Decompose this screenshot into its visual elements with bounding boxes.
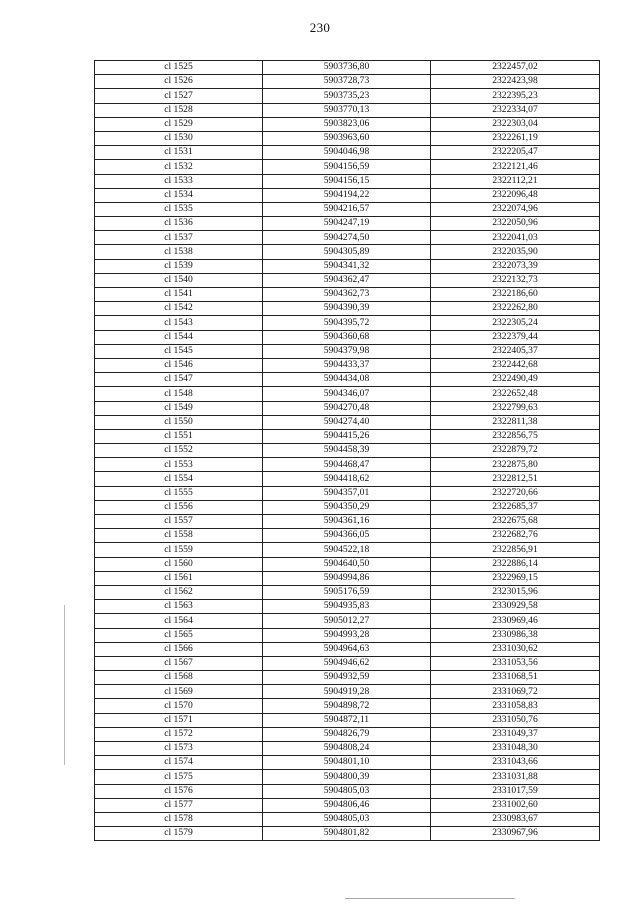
- point-id-cell: сl 1526: [95, 75, 263, 89]
- point-id-cell: сl 1564: [95, 614, 263, 628]
- page-number: 230: [309, 20, 331, 35]
- point-id-cell: сl 1554: [95, 472, 263, 486]
- x-coordinate-cell: 5904362,73: [263, 288, 431, 302]
- y-coordinate-cell: 2322303,04: [431, 117, 600, 131]
- point-id-cell: сl 1571: [95, 713, 263, 727]
- point-id-cell: сl 1562: [95, 585, 263, 599]
- table-row: [95, 75, 600, 89]
- point-id-cell: сl 1530: [95, 131, 263, 145]
- table-row: [95, 600, 600, 614]
- x-coordinate-cell: 5904360,68: [263, 330, 431, 344]
- y-coordinate-cell: 2331017,59: [431, 784, 600, 798]
- point-id-cell: сl 1537: [95, 231, 263, 245]
- x-coordinate-cell: 5903735,23: [263, 89, 431, 103]
- y-coordinate-cell: 2322490,49: [431, 373, 600, 387]
- y-coordinate-cell: 2322442,68: [431, 358, 600, 372]
- x-coordinate-cell: 5905176,59: [263, 585, 431, 599]
- x-coordinate-cell: 5904247,19: [263, 217, 431, 231]
- table-row: [95, 770, 600, 784]
- point-id-cell: сl 1567: [95, 656, 263, 670]
- y-coordinate-cell: 2331058,83: [431, 699, 600, 713]
- point-id-cell: сl 1551: [95, 429, 263, 443]
- y-coordinate-cell: 2322041,03: [431, 231, 600, 245]
- x-coordinate-cell: 5904919,28: [263, 685, 431, 699]
- point-id-cell: сl 1539: [95, 259, 263, 273]
- table-row: [95, 415, 600, 429]
- table-row: [95, 231, 600, 245]
- x-coordinate-cell: 5904800,39: [263, 770, 431, 784]
- point-id-cell: сl 1541: [95, 288, 263, 302]
- y-coordinate-cell: 2330967,96: [431, 827, 600, 841]
- point-id-cell: сl 1579: [95, 827, 263, 841]
- point-id-cell: сl 1578: [95, 812, 263, 826]
- y-coordinate-cell: 2322799,63: [431, 401, 600, 415]
- y-coordinate-cell: 2331068,51: [431, 671, 600, 685]
- y-coordinate-cell: 2330986,38: [431, 628, 600, 642]
- point-id-cell: сl 1566: [95, 642, 263, 656]
- y-coordinate-cell: 2322879,72: [431, 444, 600, 458]
- point-id-cell: сl 1544: [95, 330, 263, 344]
- coordinates-table: [94, 60, 600, 841]
- y-coordinate-cell: 2331030,62: [431, 642, 600, 656]
- table-row: [95, 302, 600, 316]
- y-coordinate-cell: 2322405,37: [431, 344, 600, 358]
- y-coordinate-cell: 2322675,68: [431, 515, 600, 529]
- point-id-cell: сl 1575: [95, 770, 263, 784]
- x-coordinate-cell: 5904366,05: [263, 529, 431, 543]
- table-row: [95, 117, 600, 131]
- point-id-cell: сl 1558: [95, 529, 263, 543]
- table-row: [95, 628, 600, 642]
- table-row: [95, 160, 600, 174]
- table-row: [95, 472, 600, 486]
- table-row: [95, 486, 600, 500]
- point-id-cell: сl 1525: [95, 61, 263, 75]
- x-coordinate-cell: 5904946,62: [263, 656, 431, 670]
- table-row: [95, 146, 600, 160]
- scan-bottom-mark: [345, 898, 515, 899]
- y-coordinate-cell: 2322121,46: [431, 160, 600, 174]
- x-coordinate-cell: 5904433,37: [263, 358, 431, 372]
- table-row: [95, 202, 600, 216]
- x-coordinate-cell: 5904046,98: [263, 146, 431, 160]
- point-id-cell: сl 1559: [95, 543, 263, 557]
- table-row: [95, 288, 600, 302]
- point-id-cell: сl 1543: [95, 316, 263, 330]
- table-row: [95, 784, 600, 798]
- y-coordinate-cell: 2331053,56: [431, 656, 600, 670]
- x-coordinate-cell: 5904156,15: [263, 174, 431, 188]
- x-coordinate-cell: 5904808,24: [263, 742, 431, 756]
- table-row: [95, 316, 600, 330]
- y-coordinate-cell: 2322811,38: [431, 415, 600, 429]
- x-coordinate-cell: 5904434,08: [263, 373, 431, 387]
- y-coordinate-cell: 2331043,66: [431, 756, 600, 770]
- point-id-cell: сl 1531: [95, 146, 263, 160]
- point-id-cell: сl 1560: [95, 557, 263, 571]
- x-coordinate-cell: 5903728,73: [263, 75, 431, 89]
- y-coordinate-cell: 2330983,67: [431, 812, 600, 826]
- table-row: [95, 699, 600, 713]
- y-coordinate-cell: 2322875,80: [431, 458, 600, 472]
- point-id-cell: сl 1527: [95, 89, 263, 103]
- y-coordinate-cell: 2322074,96: [431, 202, 600, 216]
- table-row: [95, 259, 600, 273]
- x-coordinate-cell: 5904418,62: [263, 472, 431, 486]
- y-coordinate-cell: 2322812,51: [431, 472, 600, 486]
- table-row: [95, 344, 600, 358]
- y-coordinate-cell: 2322132,73: [431, 273, 600, 287]
- x-coordinate-cell: 5904390,39: [263, 302, 431, 316]
- x-coordinate-cell: 5904458,39: [263, 444, 431, 458]
- point-id-cell: сl 1553: [95, 458, 263, 472]
- table-row: [95, 89, 600, 103]
- table-row: [95, 429, 600, 443]
- x-coordinate-cell: 5904872,11: [263, 713, 431, 727]
- y-coordinate-cell: 2322262,80: [431, 302, 600, 316]
- point-id-cell: сl 1556: [95, 500, 263, 514]
- x-coordinate-cell: 5904801,82: [263, 827, 431, 841]
- table-row: [95, 500, 600, 514]
- x-coordinate-cell: 5904270,48: [263, 401, 431, 415]
- x-coordinate-cell: 5904993,28: [263, 628, 431, 642]
- coordinates-table-body: [95, 61, 600, 841]
- point-id-cell: сl 1576: [95, 784, 263, 798]
- table-row: [95, 458, 600, 472]
- point-id-cell: сl 1577: [95, 798, 263, 812]
- y-coordinate-cell: 2330969,46: [431, 614, 600, 628]
- table-row: [95, 529, 600, 543]
- point-id-cell: сl 1540: [95, 273, 263, 287]
- x-coordinate-cell: 5904216,57: [263, 202, 431, 216]
- table-row: [95, 245, 600, 259]
- table-row: [95, 812, 600, 826]
- y-coordinate-cell: 2322096,48: [431, 188, 600, 202]
- point-id-cell: сl 1545: [95, 344, 263, 358]
- y-coordinate-cell: 2322720,66: [431, 486, 600, 500]
- x-coordinate-cell: 5904274,40: [263, 415, 431, 429]
- table-row: [95, 444, 600, 458]
- x-coordinate-cell: 5904805,03: [263, 812, 431, 826]
- table-row: [95, 671, 600, 685]
- point-id-cell: сl 1550: [95, 415, 263, 429]
- x-coordinate-cell: 5904932,59: [263, 671, 431, 685]
- point-id-cell: сl 1532: [95, 160, 263, 174]
- x-coordinate-cell: 5903823,06: [263, 117, 431, 131]
- y-coordinate-cell: 2331002,60: [431, 798, 600, 812]
- table-row: [95, 217, 600, 231]
- point-id-cell: сl 1563: [95, 600, 263, 614]
- point-id-cell: сl 1561: [95, 571, 263, 585]
- table-row: [95, 401, 600, 415]
- y-coordinate-cell: 2322856,75: [431, 429, 600, 443]
- x-coordinate-cell: 5904341,32: [263, 259, 431, 273]
- x-coordinate-cell: 5904805,03: [263, 784, 431, 798]
- table-row: [95, 515, 600, 529]
- point-id-cell: сl 1574: [95, 756, 263, 770]
- y-coordinate-cell: 2322682,76: [431, 529, 600, 543]
- x-coordinate-cell: 5904468,47: [263, 458, 431, 472]
- point-id-cell: сl 1557: [95, 515, 263, 529]
- y-coordinate-cell: 2322886,14: [431, 557, 600, 571]
- table-row: [95, 373, 600, 387]
- table-row: [95, 656, 600, 670]
- point-id-cell: сl 1542: [95, 302, 263, 316]
- y-coordinate-cell: 2322395,23: [431, 89, 600, 103]
- x-coordinate-cell: 5904346,07: [263, 387, 431, 401]
- point-id-cell: сl 1549: [95, 401, 263, 415]
- x-coordinate-cell: 5904305,89: [263, 245, 431, 259]
- point-id-cell: сl 1547: [95, 373, 263, 387]
- table-row: [95, 330, 600, 344]
- y-coordinate-cell: 2322856,91: [431, 543, 600, 557]
- table-row: [95, 642, 600, 656]
- point-id-cell: сl 1546: [95, 358, 263, 372]
- x-coordinate-cell: 5904994,86: [263, 571, 431, 585]
- y-coordinate-cell: 2322050,96: [431, 217, 600, 231]
- x-coordinate-cell: 5904350,29: [263, 500, 431, 514]
- table-row: [95, 742, 600, 756]
- table-row: [95, 557, 600, 571]
- point-id-cell: сl 1528: [95, 103, 263, 117]
- x-coordinate-cell: 5904964,63: [263, 642, 431, 656]
- x-coordinate-cell: 5904362,47: [263, 273, 431, 287]
- table-row: [95, 131, 600, 145]
- point-id-cell: сl 1568: [95, 671, 263, 685]
- scan-edge-mark: [64, 605, 65, 765]
- table-row: [95, 273, 600, 287]
- table-row: [95, 798, 600, 812]
- x-coordinate-cell: 5905012,27: [263, 614, 431, 628]
- x-coordinate-cell: 5903736,80: [263, 61, 431, 75]
- x-coordinate-cell: 5904640,50: [263, 557, 431, 571]
- point-id-cell: сl 1538: [95, 245, 263, 259]
- y-coordinate-cell: 2322205,47: [431, 146, 600, 160]
- table-row: [95, 571, 600, 585]
- table-row: [95, 543, 600, 557]
- y-coordinate-cell: 2322969,15: [431, 571, 600, 585]
- y-coordinate-cell: 2331048,30: [431, 742, 600, 756]
- y-coordinate-cell: 2322186,60: [431, 288, 600, 302]
- point-id-cell: сl 1573: [95, 742, 263, 756]
- y-coordinate-cell: 2322379,44: [431, 330, 600, 344]
- x-coordinate-cell: 5903963,60: [263, 131, 431, 145]
- point-id-cell: сl 1555: [95, 486, 263, 500]
- y-coordinate-cell: 2322685,37: [431, 500, 600, 514]
- y-coordinate-cell: 2322305,24: [431, 316, 600, 330]
- point-id-cell: сl 1565: [95, 628, 263, 642]
- point-id-cell: сl 1552: [95, 444, 263, 458]
- table-row: [95, 827, 600, 841]
- table-row: [95, 174, 600, 188]
- point-id-cell: сl 1548: [95, 387, 263, 401]
- table-row: [95, 585, 600, 599]
- x-coordinate-cell: 5904826,79: [263, 727, 431, 741]
- point-id-cell: сl 1572: [95, 727, 263, 741]
- point-id-cell: сl 1570: [95, 699, 263, 713]
- x-coordinate-cell: 5904194,22: [263, 188, 431, 202]
- x-coordinate-cell: 5903770,13: [263, 103, 431, 117]
- y-coordinate-cell: 2331069,72: [431, 685, 600, 699]
- y-coordinate-cell: 2322261,19: [431, 131, 600, 145]
- x-coordinate-cell: 5904361,16: [263, 515, 431, 529]
- y-coordinate-cell: 2331031,88: [431, 770, 600, 784]
- x-coordinate-cell: 5904357,01: [263, 486, 431, 500]
- point-id-cell: сl 1536: [95, 217, 263, 231]
- y-coordinate-cell: 2330929,58: [431, 600, 600, 614]
- point-id-cell: сl 1534: [95, 188, 263, 202]
- x-coordinate-cell: 5904522,18: [263, 543, 431, 557]
- point-id-cell: сl 1569: [95, 685, 263, 699]
- point-id-cell: сl 1529: [95, 117, 263, 131]
- x-coordinate-cell: 5904274,50: [263, 231, 431, 245]
- x-coordinate-cell: 5904415,26: [263, 429, 431, 443]
- y-coordinate-cell: 2322457,02: [431, 61, 600, 75]
- point-id-cell: сl 1535: [95, 202, 263, 216]
- table-row: [95, 685, 600, 699]
- table-row: [95, 188, 600, 202]
- table-row: [95, 358, 600, 372]
- table-row: [95, 614, 600, 628]
- x-coordinate-cell: 5904801,10: [263, 756, 431, 770]
- table-row: [95, 727, 600, 741]
- x-coordinate-cell: 5904395,72: [263, 316, 431, 330]
- table-row: [95, 61, 600, 75]
- table-row: [95, 756, 600, 770]
- y-coordinate-cell: 2323015,96: [431, 585, 600, 599]
- table-row: [95, 103, 600, 117]
- y-coordinate-cell: 2322112,21: [431, 174, 600, 188]
- y-coordinate-cell: 2322334,07: [431, 103, 600, 117]
- x-coordinate-cell: 5904806,46: [263, 798, 431, 812]
- y-coordinate-cell: 2322035,90: [431, 245, 600, 259]
- y-coordinate-cell: 2322073,39: [431, 259, 600, 273]
- x-coordinate-cell: 5904935,83: [263, 600, 431, 614]
- y-coordinate-cell: 2331050,76: [431, 713, 600, 727]
- y-coordinate-cell: 2322423,98: [431, 75, 600, 89]
- table-row: [95, 713, 600, 727]
- point-id-cell: сl 1533: [95, 174, 263, 188]
- y-coordinate-cell: 2322652,48: [431, 387, 600, 401]
- x-coordinate-cell: 5904898,72: [263, 699, 431, 713]
- table-row: [95, 387, 600, 401]
- y-coordinate-cell: 2331049,37: [431, 727, 600, 741]
- x-coordinate-cell: 5904379,98: [263, 344, 431, 358]
- x-coordinate-cell: 5904156,59: [263, 160, 431, 174]
